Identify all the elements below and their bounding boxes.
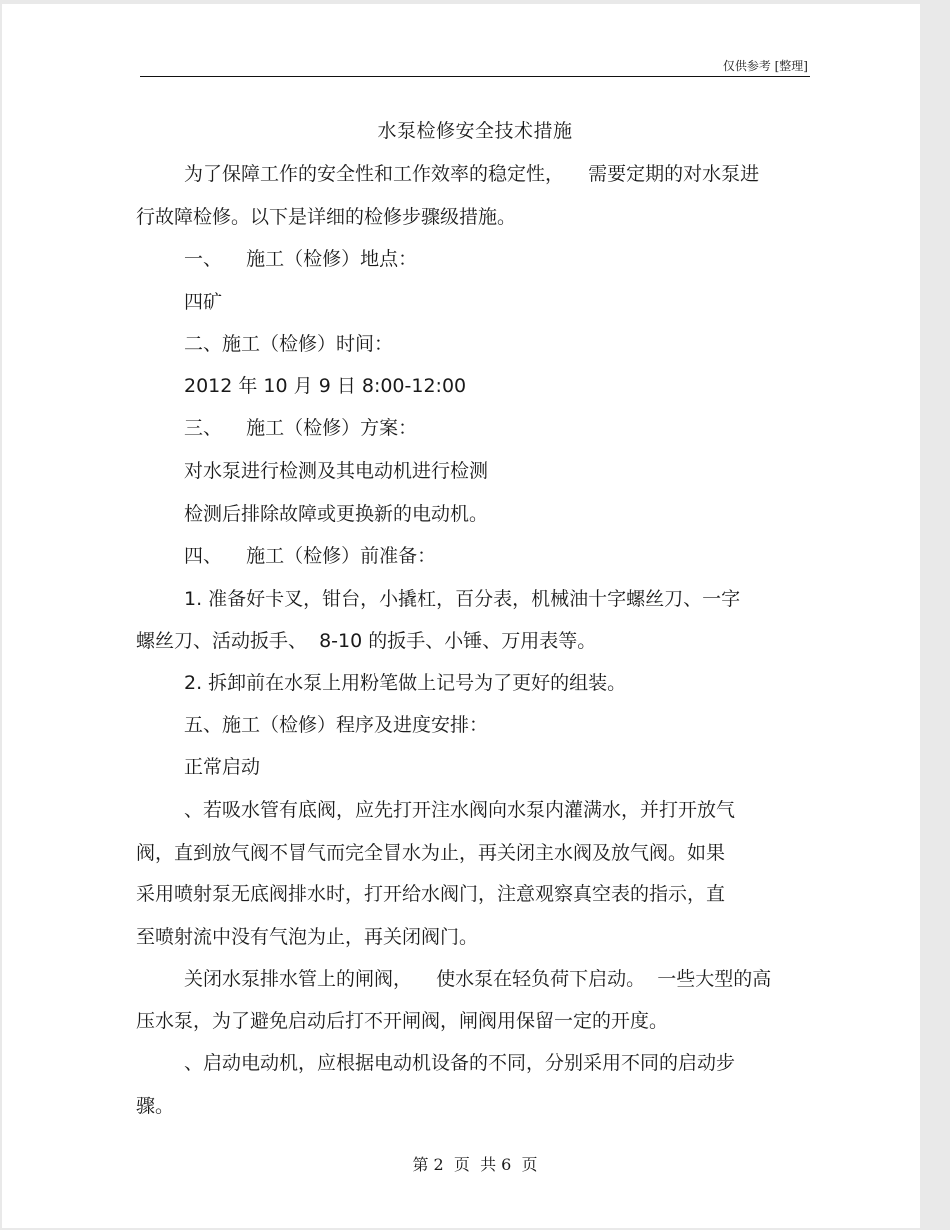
body-line: 至喷射流中没有气泡为止，再关闭阀门。 [136, 926, 479, 948]
body-line: 四矿 [184, 291, 223, 313]
section-heading-location: 一、 施工（检修）地点： [184, 248, 418, 270]
section-heading-procedure: 五、施工（检修）程序及进度安排： [184, 714, 489, 736]
body-line: 行故障检修。以下是详细的检修步骤级措施。 [136, 206, 517, 228]
body-line: 2. 拆卸前在水泵上用粉笔做上记号为了更好的组装。 [184, 672, 627, 694]
body-line: 骤。 [136, 1095, 175, 1117]
header-note: 仅供参考 [整理] [722, 59, 808, 73]
body-line: 1. 准备好卡叉，钳台，小撬杠，百分表，机械油十字螺丝刀、一字 [184, 588, 741, 610]
header-rule [140, 76, 810, 77]
section-heading-preparation: 四、 施工（检修）前准备： [184, 545, 437, 567]
body-line: 、若吸水管有底阀，应先打开注水阀向水泵内灌满水，并打开放气 [184, 799, 736, 821]
body-line: 压水泵，为了避免启动后打不开闸阀，闸阀用保留一定的开度。 [136, 1010, 669, 1032]
body-line: 、启动电动机，应根据电动机设备的不同，分别采用不同的启动步 [184, 1052, 736, 1074]
document-title: 水泵检修安全技术措施 [377, 120, 573, 142]
body-line: 为了保障工作的安全性和工作效率的稳定性， 需要定期的对水泵进 [184, 163, 760, 185]
body-line: 螺丝刀、活动扳手、 8-10 的扳手、小锤、万用表等。 [136, 630, 597, 652]
section-heading-time: 二、施工（检修）时间： [184, 333, 394, 355]
page-number: 第 2 页 共 6 页 [412, 1155, 538, 1174]
body-line: 阀，直到放气阀不冒气而完全冒水为止，再关闭主水阀及放气阀。如果 [136, 842, 726, 864]
body-line: 对水泵进行检测及其电动机进行检测 [184, 460, 489, 482]
body-line: 采用喷射泵无底阀排水时，打开给水阀门，注意观察真空表的指示，直 [136, 883, 726, 905]
document-page [2, 4, 920, 1228]
body-line: 关闭水泵排水管上的闸阀， 使水泵在轻负荷下启动。 一些大型的高 [184, 968, 772, 990]
section-heading-plan: 三、 施工（检修）方案： [184, 417, 418, 439]
body-line: 检测后排除故障或更换新的电动机。 [184, 503, 489, 525]
body-line: 正常启动 [184, 756, 261, 778]
body-line: 2012 年 10 月 9 日 8:00-12:00 [184, 375, 467, 397]
